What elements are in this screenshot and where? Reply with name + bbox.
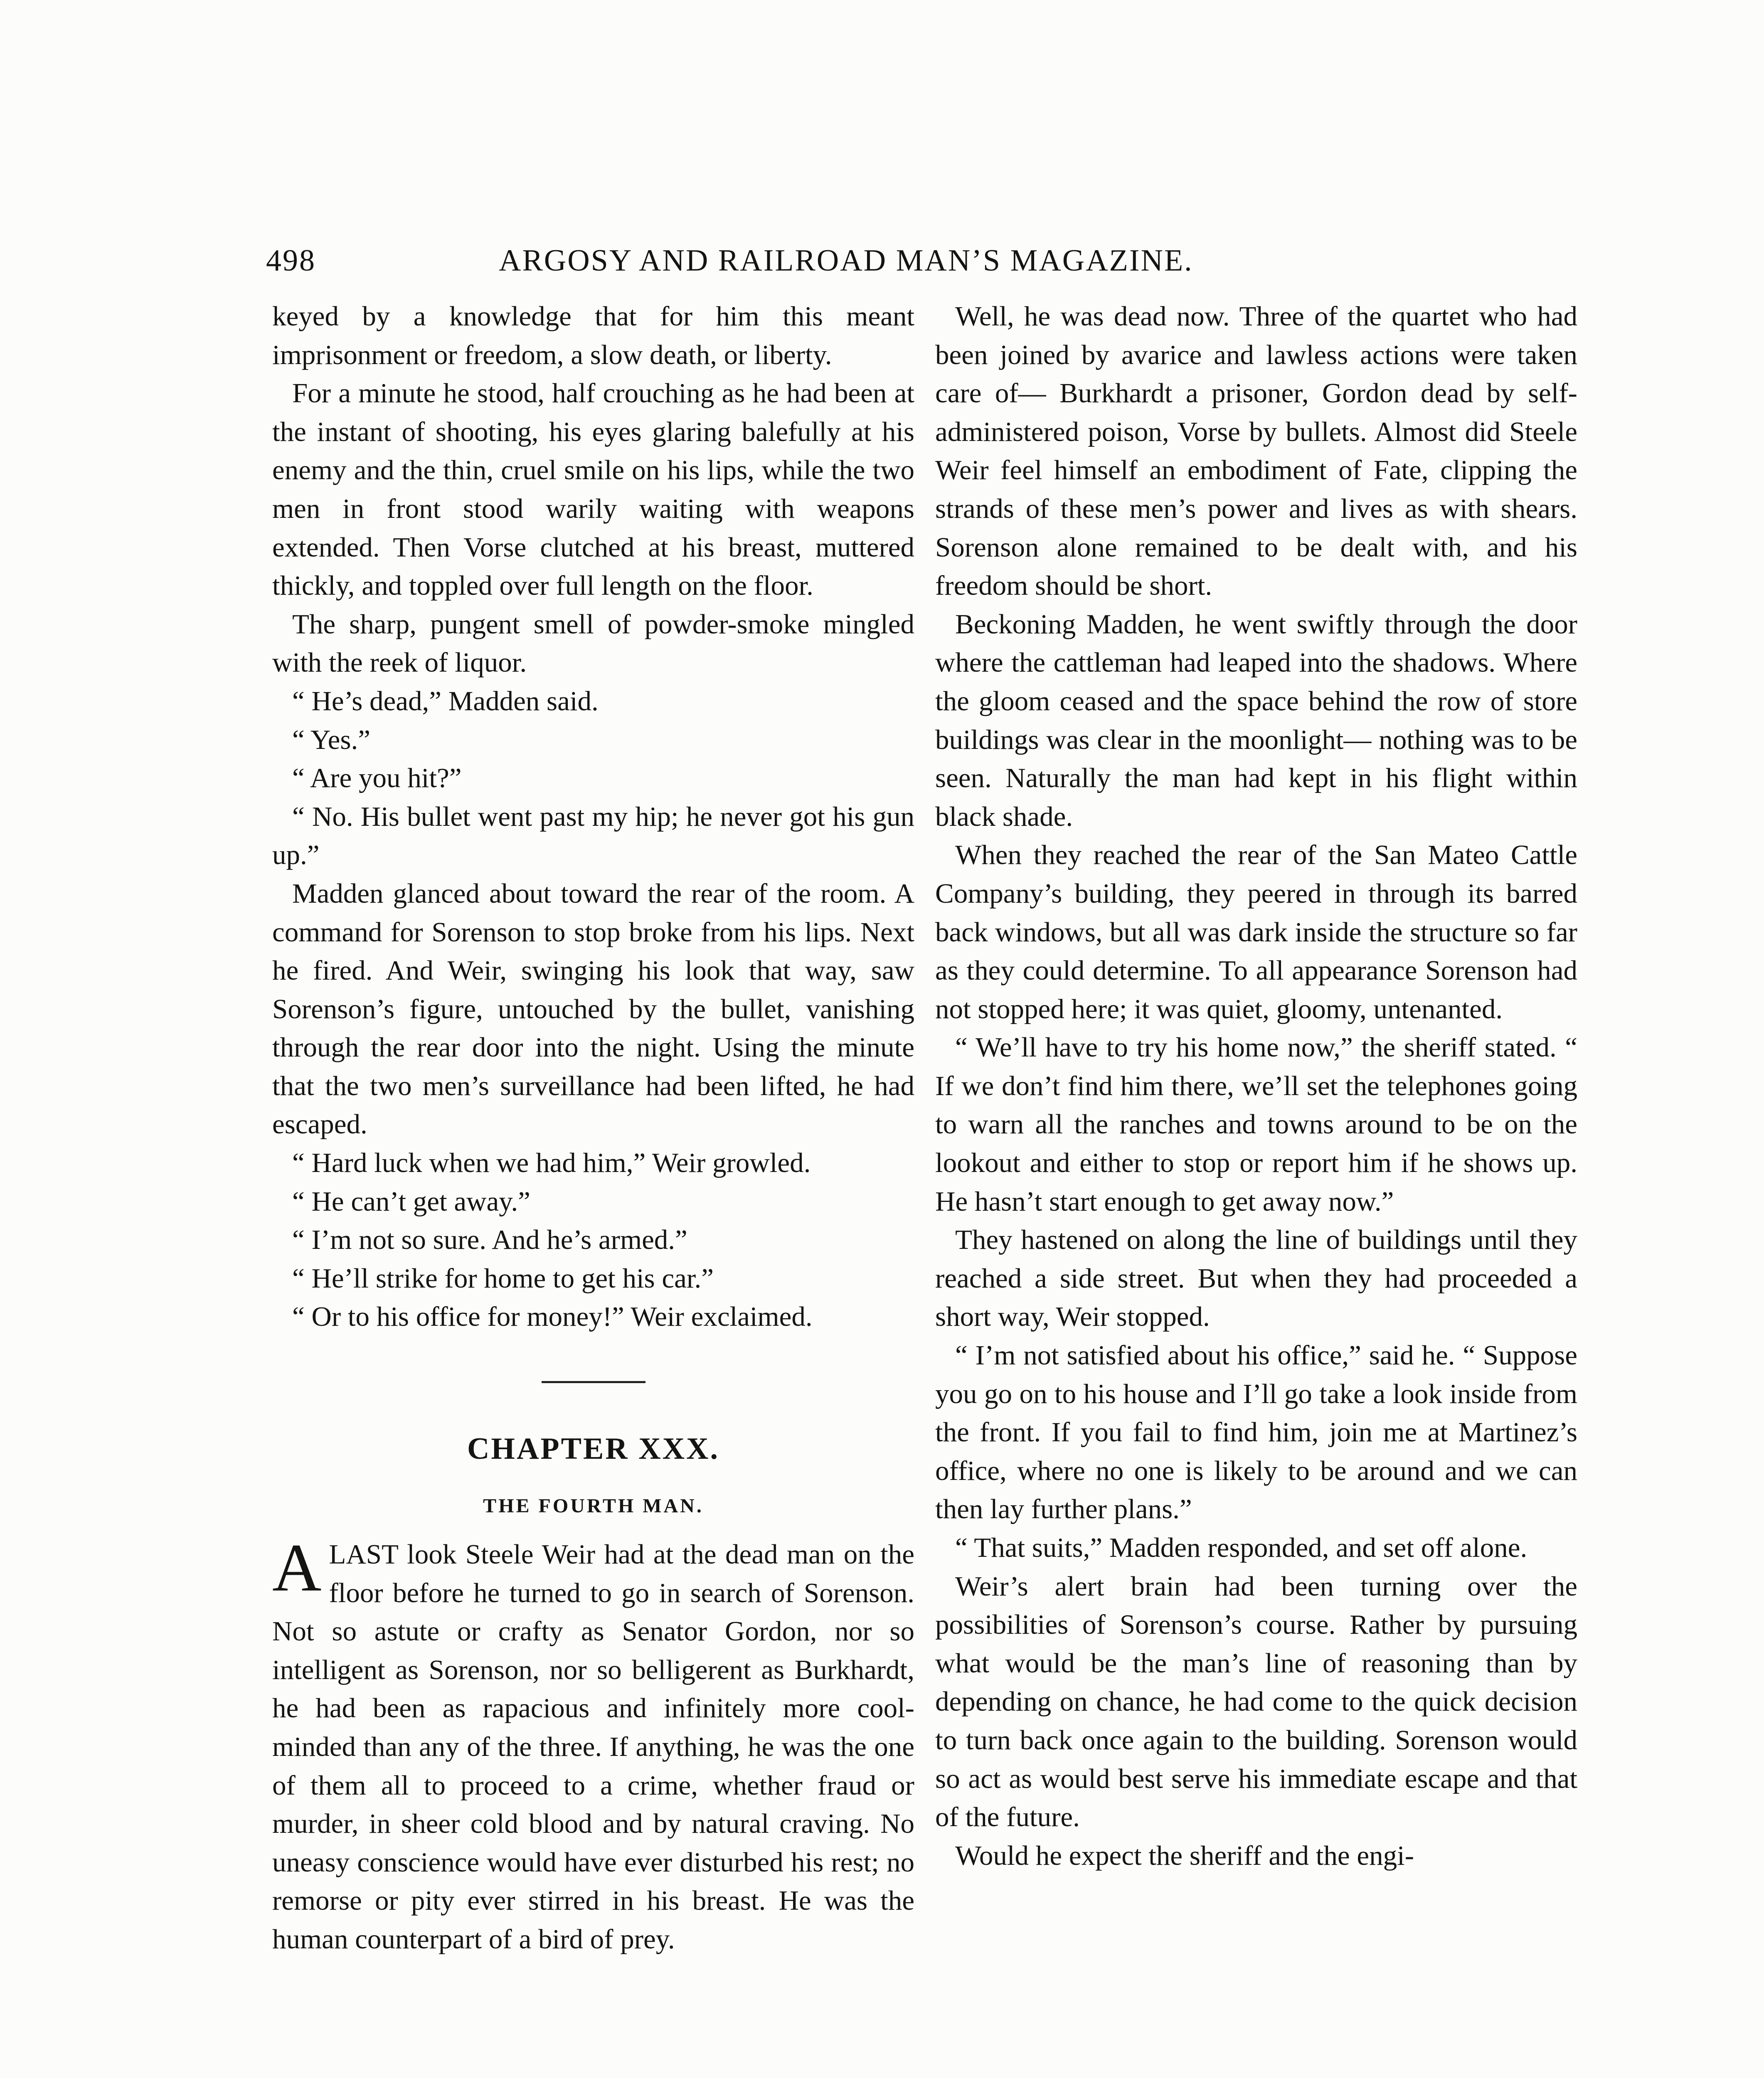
paragraph: “ Or to his office for money!” Weir exclaimed. <box>292 1301 813 1332</box>
paragraph: Madden glanced about toward the rear of the room. A command for Sorenson to stop broke from his lips. Next he fired. And Weir, swinging his look that way, saw Sorenson’s figure, untouched by the bullet, vanishing through the rear door into the night. Using the minute that the two men’s surveillance had been lifted, he had escaped. <box>272 878 914 1140</box>
paragraph: “ I’m not so sure. And he’s armed.” <box>292 1224 687 1256</box>
drop-cap: A <box>272 1530 322 1606</box>
paragraph: “ That suits,” Madden responded, and set off alone. <box>955 1532 1527 1563</box>
chapter-subtitle: THE FOURTH MAN. <box>483 1495 704 1517</box>
paragraph: “ I’m not satisfied about his office,” said he. “ Suppose you go on to his house and I’ll go take a look inside from the front. If you fail to find him, join me at Martinez’s office, where no one is likely to be around and we can then lay further plans.” <box>935 1340 1577 1525</box>
paragraph: “ He’s dead,” Madden said. <box>292 685 599 716</box>
paragraph: “ He’ll strike for home to get his car.” <box>292 1263 714 1294</box>
paragraph: Weir’s alert brain had been turning over the possibilities of Sorenson’s course. Rather by pursuing what would be the man’s line of reasoning than by depending on chance, he had come to the quick decision to turn back once again to the building. Sorenson would so act as would best serve his immediate escape and that of the future. <box>935 1571 1577 1833</box>
paragraph: “ Are you hit?” <box>292 763 462 794</box>
paragraph: They hastened on along the line of buildings until they reached a side street. But when they had proceeded a short way, Weir stopped. <box>935 1224 1577 1332</box>
left-column <box>272 297 914 1959</box>
paragraph: “ Hard luck when we had him,” Weir growled. <box>292 1147 811 1179</box>
running-title: ARGOSY AND RAILROAD MAN’S MAGAZINE. <box>499 244 1193 278</box>
section-divider <box>542 1381 645 1383</box>
running-header <box>266 243 1355 285</box>
chapter-title: CHAPTER XXX. <box>467 1432 720 1466</box>
paragraph: For a minute he stood, half crouching as he had been at the instant of shooting, his eyes glaring balefully at his enemy and the thin, cruel smile on his lips, while the two men in front stood warily waiting with weapons extended. Then Vorse clutched at his breast, muttered thickly, and toppled over full length on the floor. <box>272 378 914 601</box>
right-column <box>935 297 1577 1875</box>
paragraph: Well, he was dead now. Three of the quartet who had been joined by avarice and lawless actions were taken care of— Burkhardt a prisoner, Gordon dead by self-administered poison, Vorse by bullets. Almost did Steele Weir feel himself an embodiment of Fate, clipping the strands of these men’s power and lives as with shears. Sorenson alone remained to be dealt with, and his freedom should be short. <box>935 301 1577 601</box>
page-number: 498 <box>266 244 316 278</box>
chapter-opening-paragraph <box>272 1530 914 1959</box>
paragraph: When they reached the rear of the San Mateo Cattle Company’s building, they peered in through its barred back windows, but all was dark inside the structure so far as they could determine. To all appearance Sorenson had not stopped here; it was quiet, gloomy, untenanted. <box>935 840 1577 1024</box>
opening-text: LAST look Steele Weir had at the dead man on the floor before he turned to go in search of Sorenson. Not so astute or crafty as Senator Gordon, nor so intelligent as Sorenson, nor so belligerent as Burkhardt, he had been as rapacious and infinitely more cool-minded than any of the three. If anything, he was the one of them all to proceed to a crime, whether fraud or murder, in sheer cold blood and by natural craving. No uneasy conscience would have ever disturbed his rest; no remorse or pity ever stirred in his breast. He was the human counterpart of a bird of prey. <box>272 1539 914 1955</box>
paragraph: “ We’ll have to try his home now,” the sheriff stated. “ If we don’t find him there, we’ll set the telephones going to warn all the ranches and towns around to be on the lookout and either to stop or report him if he shows up. He hasn’t start enough to get away now.” <box>935 1032 1577 1217</box>
paragraph: Beckoning Madden, he went swiftly through the door where the cattleman had leaped into the shadows. Where the gloom ceased and the space behind the row of store buildings was clear in the moonlight— nothing was to be seen. Naturally the man had kept in his flight within black shade. <box>935 608 1577 832</box>
paragraph: “ No. His bullet went past my hip; he never got his gun up.” <box>272 801 914 871</box>
paragraph: “ He can’t get away.” <box>292 1186 530 1217</box>
paragraph: The sharp, pungent smell of powder-smoke mingled with the reek of liquor. <box>272 608 914 678</box>
paragraph: Would he expect the sheriff and the engi- <box>955 1840 1414 1871</box>
paragraph: “ Yes.” <box>292 724 370 755</box>
paragraph: keyed by a knowledge that for him this meant imprisonment or freedom, a slow death, or liberty. <box>272 301 914 370</box>
